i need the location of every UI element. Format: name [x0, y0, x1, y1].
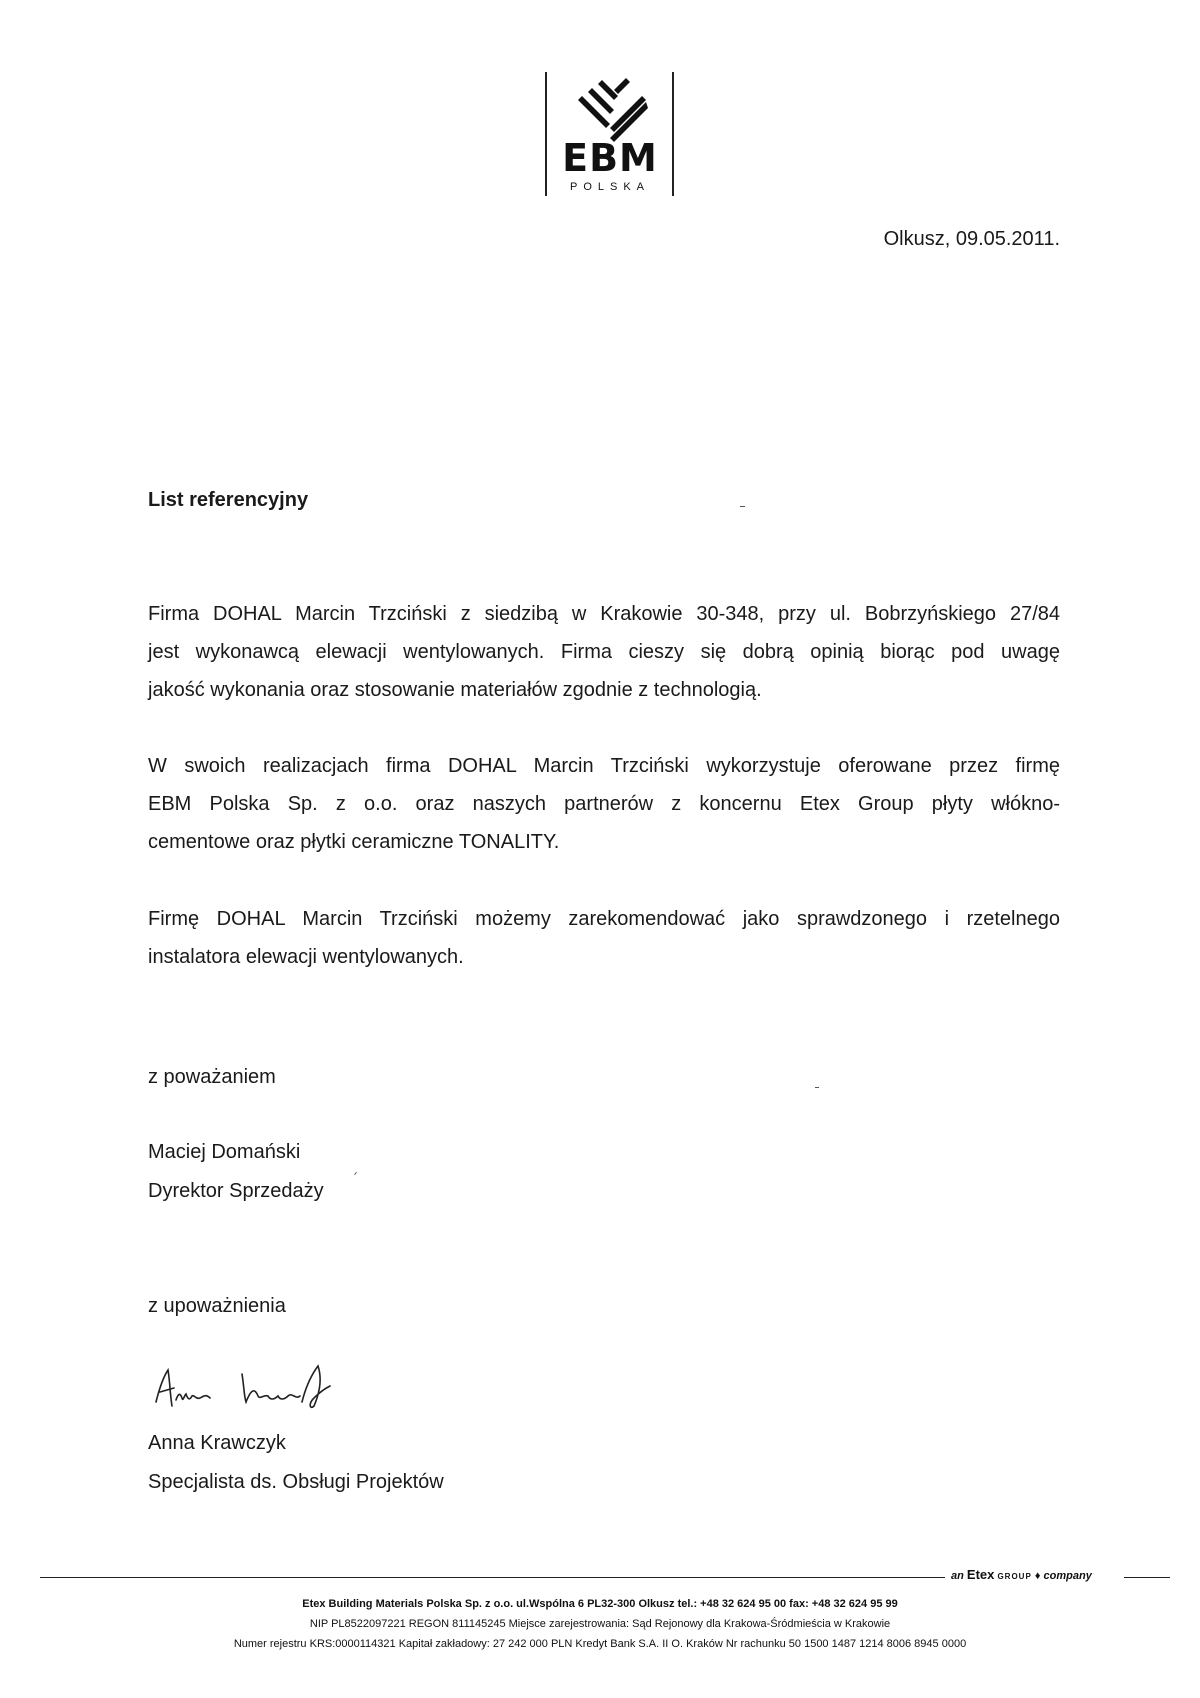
letter-title: List referencyjny [148, 489, 309, 511]
paragraph-line: Firmę DOHAL Marcin Trzciński możemy zarekomendować jako sprawdzonego i rzetelnego [148, 908, 1060, 930]
scan-speck [740, 506, 745, 507]
signer-1-name: Maciej Domański [148, 1141, 301, 1163]
footer-rule [40, 1577, 945, 1578]
scan-speck [815, 1087, 819, 1088]
paragraph-line: W swoich realizacjach firma DOHAL Marcin Trzciński wykorzystuje oferowane przez firmę [148, 755, 1060, 777]
scan-speck [354, 1172, 357, 1175]
footer-rule-right [1124, 1577, 1170, 1578]
paragraph-line: cementowe oraz płytki ceramiczne TONALITY. [148, 831, 560, 853]
paragraph-line: Firma DOHAL Marcin Trzciński z siedzibą w Krakowie 30-348, przy ul. Bobrzyńskiego 27/84 [148, 603, 1060, 625]
paragraph-line: instalatora elewacji wentylowanych. [148, 946, 464, 968]
etex-group-tag [951, 1567, 1092, 1582]
footer-address: Etex Building Materials Polska Sp. z o.o. ul.Wspólna 6 PL32-300 Olkusz tel.: +48 32 624 95 00 fax: +48 32 624 95 99 [302, 1598, 898, 1610]
paragraph-2 [148, 747, 1060, 861]
footer-registration: NIP PL8522097221 REGON 811145245 Miejsce zarejestrowania: Sąd Rejonowy dla Krakowa-Śródmieścia w Krakowie [309, 1618, 891, 1630]
etex-tag-group: GROUP [997, 1572, 1032, 1581]
logo-left-rule [545, 72, 547, 196]
paragraph-line: jakość wykonania oraz stosowanie materiałów zgodnie z technologią. [148, 679, 762, 701]
paragraph-1 [148, 595, 1060, 709]
paragraph-line: jest wykonawcą elewacji wentylowanych. Firma cieszy się dobrą opinią biorąc pod uwagę [148, 641, 1060, 663]
logo-wordmark: EBM [562, 136, 658, 180]
paragraph-3 [148, 900, 1060, 976]
signer-2-name: Anna Krawczyk [148, 1432, 286, 1454]
etex-tag-suffix: company [1043, 1570, 1092, 1582]
diamond-icon: ♦ [1034, 1570, 1041, 1582]
logo-right-rule [672, 72, 674, 196]
signer-2-position: Specjalista ds. Obsługi Projektów [148, 1471, 444, 1493]
etex-tag-prefix: an [951, 1570, 964, 1582]
authorization-note: z upoważnienia [148, 1295, 286, 1317]
signer-1-position: Dyrektor Sprzedaży [148, 1180, 324, 1202]
closing-salutation: z poważaniem [148, 1066, 276, 1088]
handwritten-signature [150, 1356, 370, 1416]
logo-subtitle: POLSKA [569, 181, 651, 193]
paragraph-line: EBM Polska Sp. z o.o. oraz naszych partnerów z koncernu Etex Group płyty włókno- [148, 793, 1060, 815]
letter-date: Olkusz, 09.05.2011. [883, 228, 1060, 250]
footer-bank: Numer rejestru KRS:0000114321 Kapitał zakładowy: 27 242 000 PLN Kredyt Bank S.A. II O. Kraków Nr rachunku 50 1500 1487 1214 8006 8945 0000 [233, 1638, 967, 1650]
etex-tag-brand: Etex [966, 1567, 995, 1582]
